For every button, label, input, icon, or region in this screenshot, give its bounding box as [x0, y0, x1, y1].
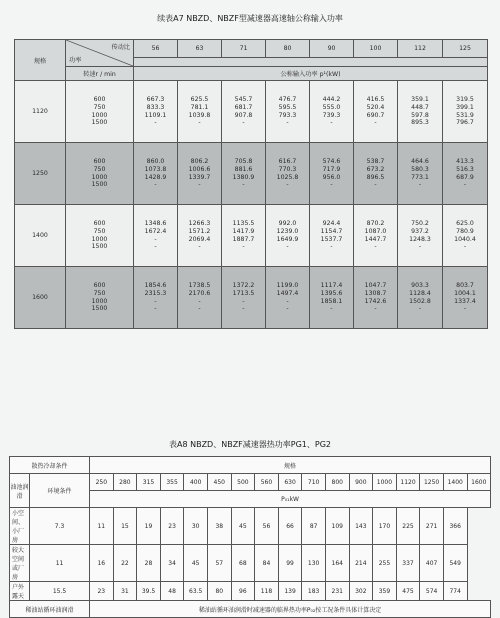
size-cell: 630 — [278, 474, 302, 491]
power-value: - — [198, 305, 201, 313]
power-value: 1447.7 — [364, 235, 387, 243]
power-value: 705.8 — [234, 158, 253, 166]
power-value: 796.7 — [456, 119, 474, 127]
power-value: - — [374, 119, 377, 127]
thermal-power-cell: 139 — [278, 582, 302, 601]
power-value: 833.3 — [146, 103, 165, 111]
power-value: - — [374, 243, 377, 251]
speed-cell — [66, 81, 134, 143]
power-value: 781.1 — [190, 103, 209, 111]
power-value: 597.8 — [411, 111, 429, 119]
power-value: - — [242, 181, 245, 189]
thermal-power-cell: 45 — [231, 508, 255, 545]
power-value: 780.9 — [456, 227, 474, 235]
ratio-cell: 56 — [134, 40, 178, 58]
table-a7-caption: 续表A7 NBZD、NBZF型减速器高速轴公称输入功率 — [157, 14, 343, 23]
size-cell: 315 — [137, 474, 161, 491]
power-value: - — [154, 181, 157, 189]
thermal-power-cell: 15 — [113, 508, 137, 545]
power-cell — [398, 267, 443, 329]
power-cell — [134, 205, 178, 267]
power-value: - — [242, 297, 245, 305]
speed-cell — [66, 267, 134, 329]
thermal-power-cell: 48 — [160, 582, 184, 601]
power-value: 1348.6 — [144, 220, 167, 228]
power-value: 881.6 — [234, 165, 253, 173]
size-cell: 1600 — [467, 474, 491, 491]
thermal-power-cell: 255 — [373, 545, 397, 582]
table-row — [15, 81, 488, 143]
power-value: 1248.3 — [409, 235, 431, 243]
table-a7 — [14, 39, 488, 329]
size-cell: 560 — [255, 474, 279, 491]
power-cell — [398, 81, 443, 143]
power-cell — [134, 81, 178, 143]
thermal-power-cell: 118 — [255, 582, 279, 601]
power-value: 399.1 — [456, 103, 474, 111]
power-value: - — [463, 305, 467, 313]
power-value: - — [154, 297, 157, 305]
unit-header: 公称输入功率 p¹(kW) — [134, 67, 488, 81]
power-value: 1339.7 — [188, 173, 211, 181]
power-value: 2170.6 — [188, 289, 211, 297]
power-value: - — [330, 305, 333, 313]
thermal-power-cell: 19 — [137, 508, 161, 545]
power-cell — [310, 81, 354, 143]
power-cell — [398, 143, 443, 205]
power-value: 1154.7 — [320, 227, 343, 235]
power-value: 1109.1 — [144, 111, 167, 119]
power-value: - — [154, 119, 157, 127]
ratio-cell: 125 — [443, 40, 488, 58]
power-cell — [266, 81, 310, 143]
ratio-cell: 71 — [222, 40, 266, 58]
power-value: 359.1 — [411, 96, 429, 104]
power-cell — [178, 81, 222, 143]
thermal-power-cell: 39.5 — [137, 582, 161, 601]
power-value: 476.7 — [278, 96, 297, 104]
env-label: 环境条件 — [30, 474, 90, 508]
power-cell — [134, 143, 178, 205]
thermal-power-cell: 109 — [325, 508, 349, 545]
power-value: - — [242, 119, 245, 127]
power-value: 667.3 — [146, 96, 165, 104]
speed-value: 1500 — [91, 181, 108, 189]
thermal-power-cell: 68 — [231, 545, 255, 582]
power-value: 1308.7 — [364, 289, 387, 297]
power-value: - — [463, 181, 467, 189]
power-cell — [178, 205, 222, 267]
power-value: 1497.4 — [276, 289, 299, 297]
power-cell — [266, 205, 310, 267]
power-value: 924.4 — [322, 220, 341, 228]
thermal-power-cell: 23 — [160, 508, 184, 545]
ratio-cell: 80 — [266, 40, 310, 58]
thermal-power-cell: 130 — [302, 545, 326, 582]
speed-value: 1500 — [91, 119, 108, 127]
thermal-power-cell: 66 — [278, 508, 302, 545]
speed-value: 1000 — [91, 111, 108, 119]
speed-value: 1000 — [91, 297, 108, 305]
thermal-power-cell: 170 — [373, 508, 397, 545]
size-cell: 250 — [90, 474, 114, 491]
table-row — [10, 582, 491, 601]
thermal-power-cell: 96 — [231, 582, 255, 601]
power-value: 1040.4 — [454, 235, 476, 243]
thermal-power-cell: 225 — [396, 508, 420, 545]
env-condition-label: 小空间、小厂房 — [10, 508, 30, 545]
power-value: 531.9 — [456, 111, 474, 119]
power-value: 793.3 — [278, 111, 297, 119]
speed-value: 600 — [93, 96, 106, 104]
power-value: 444.2 — [322, 96, 341, 104]
power-value: - — [330, 181, 333, 189]
power-cell — [310, 205, 354, 267]
thermal-power-cell: 38 — [207, 508, 231, 545]
thermal-power-cell: 302 — [349, 582, 373, 601]
power-value: 739.3 — [322, 111, 341, 119]
table-a8-caption: 表A8 NBZD、NBZF减速器热功率PG1、PG2 — [169, 440, 331, 449]
thermal-power-cell: 23 — [90, 582, 114, 601]
thermal-power-cell: 63.5 — [184, 582, 208, 601]
power-value: 1073.8 — [144, 165, 167, 173]
power-value: 907.8 — [234, 111, 253, 119]
power-value: 717.9 — [322, 165, 341, 173]
speed-value: 750 — [93, 227, 106, 235]
table-a8 — [9, 456, 491, 618]
power-value: - — [242, 243, 245, 251]
power-value: 770.3 — [278, 165, 297, 173]
power-value: 1004.1 — [454, 289, 476, 297]
power-value: - — [154, 243, 157, 251]
thermal-power-cell: 337 — [396, 545, 420, 582]
size-cell: 500 — [231, 474, 255, 491]
power-cell — [222, 143, 266, 205]
power-value: - — [198, 297, 201, 305]
power-value: 687.9 — [456, 173, 474, 181]
spec-cell: 1250 — [15, 143, 66, 205]
power-value: 319.5 — [456, 96, 474, 104]
power-value: 1887.7 — [232, 235, 255, 243]
power-value: 1087.0 — [364, 227, 387, 235]
spec-header: 规格 — [15, 40, 66, 81]
power-value: 1428.9 — [144, 173, 167, 181]
power-value: - — [198, 181, 201, 189]
thermal-power-cell: 99 — [278, 545, 302, 582]
thermal-power-cell: 271 — [420, 508, 444, 545]
size-cell: 710 — [302, 474, 326, 491]
power-cell — [354, 81, 398, 143]
power-value: 1128.4 — [409, 289, 431, 297]
table-row — [15, 205, 488, 267]
power-value: 1239.0 — [276, 227, 299, 235]
thermal-power-cell: 359 — [373, 582, 397, 601]
speed-value: 750 — [93, 165, 106, 173]
thermal-power-cell: 34 — [160, 545, 184, 582]
power-value: 956.0 — [322, 173, 341, 181]
power-value: 520.4 — [366, 103, 385, 111]
thermal-power-cell: 56 — [255, 508, 279, 545]
power-header: 功率 — [69, 57, 82, 64]
power-value: 2069.4 — [188, 235, 211, 243]
spec-cell: 1120 — [15, 81, 66, 143]
size-cell: 900 — [349, 474, 373, 491]
power-value: 860.0 — [146, 158, 165, 166]
thermal-power-cell: 80 — [207, 582, 231, 601]
power-value: 580.3 — [411, 165, 429, 173]
thermal-power-cell: 84 — [255, 545, 279, 582]
power-value: 937.2 — [411, 227, 429, 235]
power-value: 903.3 — [411, 282, 429, 290]
power-value: 595.5 — [278, 103, 297, 111]
power-value: - — [418, 305, 422, 313]
ratio-cell: 90 — [310, 40, 354, 58]
thermal-power-cell: 774 — [443, 582, 467, 601]
power-value: 1649.9 — [276, 235, 299, 243]
thermal-power-cell: 11 — [30, 545, 90, 582]
power-value: - — [286, 181, 289, 189]
power-value: 448.7 — [411, 103, 429, 111]
ratio-header: 传动比 — [111, 44, 130, 51]
power-cell — [354, 205, 398, 267]
power-value: 574.6 — [322, 158, 341, 166]
speed-cell — [66, 205, 134, 267]
spec-cell: 1400 — [15, 205, 66, 267]
power-value: 2315.3 — [144, 289, 167, 297]
power-cell — [354, 143, 398, 205]
power-value: - — [463, 243, 467, 251]
spec-cell: 1600 — [15, 267, 66, 329]
power-value: 1199.0 — [276, 282, 299, 290]
power-cell — [310, 143, 354, 205]
power-cell — [266, 143, 310, 205]
power-value: 616.7 — [278, 158, 297, 166]
thermal-power-cell: 366 — [443, 508, 467, 545]
power-cell — [310, 267, 354, 329]
power-value: 1117.4 — [320, 282, 343, 290]
power-cell — [398, 205, 443, 267]
power-cell — [178, 143, 222, 205]
cooling-header: 散热冷却条件 — [10, 457, 90, 474]
power-value: - — [286, 119, 289, 127]
speed-value: 750 — [93, 103, 106, 111]
power-value: - — [418, 243, 422, 251]
power-value: 1135.5 — [232, 220, 255, 228]
power-value: - — [242, 305, 245, 313]
ratio-cell: 63 — [178, 40, 222, 58]
size-cell: 1000 — [373, 474, 397, 491]
speed-value: 600 — [93, 220, 106, 228]
power-value: 1742.6 — [364, 297, 387, 305]
thermal-power-cell: 16 — [90, 545, 114, 582]
power-value: 1858.1 — [320, 297, 343, 305]
speed-value: 1000 — [91, 235, 108, 243]
thermal-power-cell: 475 — [396, 582, 420, 601]
unit-label: P₀₁kW — [90, 491, 491, 508]
power-value: 895.3 — [411, 119, 429, 127]
power-value: - — [418, 181, 422, 189]
power-value: 1380.9 — [232, 173, 255, 181]
power-value: - — [154, 305, 157, 313]
power-value: 750.2 — [411, 220, 429, 228]
power-value: 1502.8 — [409, 297, 431, 305]
power-value: 1738.5 — [188, 282, 211, 290]
power-value: 806.2 — [190, 158, 209, 166]
power-value: - — [286, 305, 289, 313]
power-value: 1025.8 — [276, 173, 299, 181]
thermal-power-cell: 407 — [420, 545, 444, 582]
thermal-power-cell: 45 — [184, 545, 208, 582]
power-cell — [443, 143, 488, 205]
thermal-power-cell: 22 — [113, 545, 137, 582]
speed-header: 转速r / min — [66, 67, 134, 81]
size-cell: 355 — [160, 474, 184, 491]
size-cell: 450 — [207, 474, 231, 491]
thermal-power-cell: 87 — [302, 508, 326, 545]
power-value: 870.2 — [366, 220, 385, 228]
power-cell — [443, 267, 488, 329]
speed-cell — [66, 143, 134, 205]
thermal-power-cell: 11 — [90, 508, 114, 545]
power-value: 1372.2 — [232, 282, 255, 290]
thermal-power-cell: 57 — [207, 545, 231, 582]
power-value: 673.2 — [366, 165, 385, 173]
power-value: 555.0 — [322, 103, 341, 111]
thermal-power-cell: 574 — [420, 582, 444, 601]
power-cell — [178, 267, 222, 329]
env-condition-label: 户外露天 — [10, 582, 30, 601]
spec-header: 规格 — [90, 457, 491, 474]
oil-pool-label: 油池润滑 — [10, 474, 30, 508]
thermal-power-cell: 30 — [184, 508, 208, 545]
size-cell: 800 — [325, 474, 349, 491]
power-value: 413.3 — [456, 158, 474, 166]
power-value: 1266.3 — [188, 220, 211, 228]
size-cell: 400 — [184, 474, 208, 491]
table-row — [10, 545, 491, 582]
size-cell: 1120 — [396, 474, 420, 491]
power-value: 516.3 — [456, 165, 474, 173]
speed-value: 600 — [93, 282, 106, 290]
power-value: 1337.4 — [454, 297, 476, 305]
power-cell — [222, 205, 266, 267]
power-value: 1854.6 — [144, 282, 167, 290]
speed-value: 1500 — [91, 305, 108, 313]
power-value: - — [330, 243, 333, 251]
size-cell: 1250 — [420, 474, 444, 491]
power-value: 416.5 — [366, 96, 385, 104]
power-cell — [354, 267, 398, 329]
power-value: 625.5 — [190, 96, 209, 104]
thermal-power-cell: 214 — [349, 545, 373, 582]
power-value: - — [286, 297, 289, 305]
power-value: - — [198, 243, 201, 251]
power-value: 1039.8 — [188, 111, 211, 119]
power-value: 464.6 — [411, 158, 429, 166]
power-cell — [222, 81, 266, 143]
header-spacer — [134, 58, 488, 67]
speed-value: 1000 — [91, 173, 108, 181]
power-value: - — [374, 305, 377, 313]
power-cell — [443, 81, 488, 143]
power-value: 773.1 — [411, 173, 429, 181]
speed-value: 1500 — [91, 243, 108, 251]
power-value: 1006.6 — [188, 165, 211, 173]
power-value: 545.7 — [234, 96, 253, 104]
size-cell: 280 — [113, 474, 137, 491]
ratio-cell: 112 — [398, 40, 443, 58]
power-value: 538.7 — [366, 158, 385, 166]
power-cell — [222, 267, 266, 329]
power-value: - — [374, 181, 377, 189]
footer-text: 稀油站循环油润滑时减速器的临界热功率P₀₂按工况条件具体计算决定 — [90, 601, 491, 618]
power-value: - — [198, 119, 201, 127]
speed-value: 750 — [93, 289, 106, 297]
power-value: 1571.2 — [188, 227, 211, 235]
power-value: 1395.6 — [320, 289, 343, 297]
table-row — [15, 267, 488, 329]
power-value: 1713.5 — [232, 289, 255, 297]
speed-value: 600 — [93, 158, 106, 166]
power-cell — [266, 267, 310, 329]
table-row — [10, 508, 491, 545]
power-value: - — [286, 243, 289, 251]
thermal-power-cell: 15.5 — [30, 582, 90, 601]
power-value: 1047.7 — [364, 282, 387, 290]
power-value: 896.5 — [366, 173, 385, 181]
thermal-power-cell: 28 — [137, 545, 161, 582]
power-value: - — [154, 235, 157, 243]
power-value: 1417.9 — [232, 227, 255, 235]
thermal-power-cell: 183 — [302, 582, 326, 601]
env-condition-label: 较大空间或厂房 — [10, 545, 30, 582]
power-value: 625.0 — [456, 220, 474, 228]
power-value: 681.7 — [234, 103, 253, 111]
thermal-power-cell: 164 — [325, 545, 349, 582]
thermal-power-cell: 31 — [113, 582, 137, 601]
power-value: 1672.4 — [144, 227, 167, 235]
thermal-power-cell: 7.3 — [30, 508, 90, 545]
thermal-power-cell: 549 — [443, 545, 467, 582]
power-value: 690.7 — [366, 111, 385, 119]
size-cell: 1400 — [443, 474, 467, 491]
power-cell — [134, 267, 178, 329]
footer-label: 稀油站循环油润滑 — [10, 601, 90, 618]
power-value: 992.0 — [278, 220, 297, 228]
power-value: 1537.7 — [320, 235, 343, 243]
diagonal-header — [66, 40, 134, 67]
power-value: - — [330, 119, 333, 127]
ratio-cell: 100 — [354, 40, 398, 58]
thermal-power-cell: 231 — [325, 582, 349, 601]
thermal-power-cell: 143 — [349, 508, 373, 545]
power-cell — [443, 205, 488, 267]
power-value: 803.7 — [456, 282, 474, 290]
table-row — [15, 143, 488, 205]
